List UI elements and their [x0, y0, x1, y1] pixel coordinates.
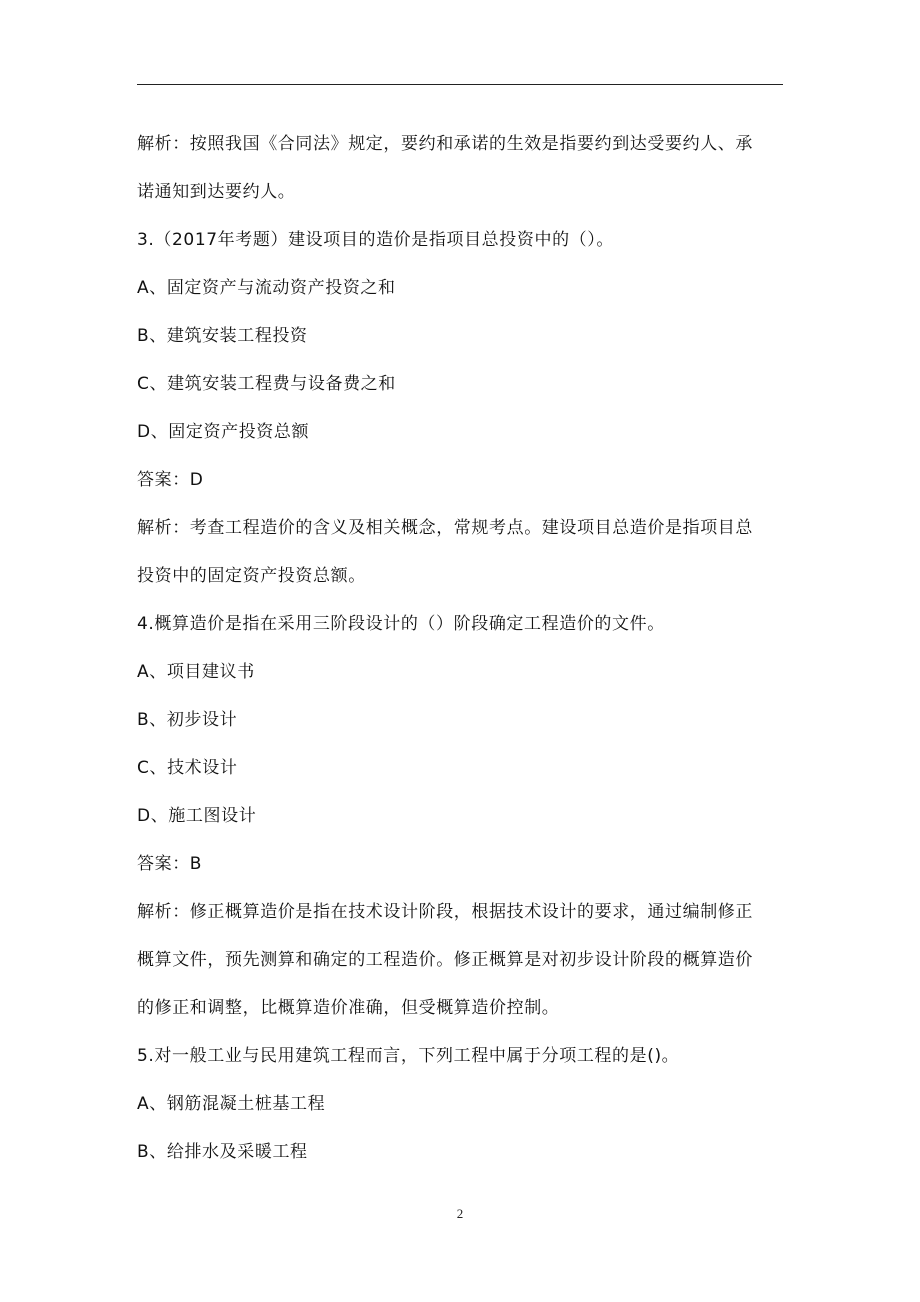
option-d: D、施工图设计: [137, 806, 257, 826]
analysis-line: 的修正和调整，比概算造价准确，但受概算造价控制。: [137, 998, 560, 1018]
answer-line: 答案：D: [137, 470, 204, 490]
option-c: C、建筑安装工程费与设备费之和: [137, 374, 396, 394]
page-number: 2: [456, 1206, 464, 1221]
analysis-line: 解析：考查工程造价的含义及相关概念，常规考点。建设项目总造价是指项目总: [137, 518, 753, 538]
question-3: 3.（2017年考题）建设项目的造价是指项目总投资中的（）。: [137, 230, 614, 250]
question-4: 4.概算造价是指在采用三阶段设计的（）阶段确定工程造价的文件。: [137, 614, 665, 634]
analysis-line: 解析：修正概算造价是指在技术设计阶段，根据技术设计的要求，通过编制修正: [137, 902, 753, 922]
option-b: B、建筑安装工程投资: [137, 326, 308, 346]
option-b: B、初步设计: [137, 710, 238, 730]
option-b: B、给排水及采暖工程: [137, 1142, 308, 1162]
header-rule: [137, 84, 783, 85]
option-a: A、钢筋混凝土桩基工程: [137, 1094, 326, 1114]
analysis-line: 概算文件，预先测算和确定的工程造价。修正概算是对初步设计阶段的概算造价: [137, 950, 753, 970]
document-body: [137, 120, 787, 1176]
analysis-line: 诺通知到达要约人。: [137, 182, 296, 202]
answer-line: 答案：B: [137, 854, 203, 874]
analysis-line: 投资中的固定资产投资总额。: [137, 566, 366, 586]
option-a: A、固定资产与流动资产投资之和: [137, 278, 396, 298]
option-a: A、项目建议书: [137, 662, 255, 682]
analysis-line: 解析：按照我国《合同法》规定，要约和承诺的生效是指要约到达受要约人、承: [137, 134, 753, 154]
question-5: 5.对一般工业与民用建筑工程而言，下列工程中属于分项工程的是()。: [137, 1046, 680, 1066]
option-c: C、技术设计: [137, 758, 238, 778]
option-d: D、固定资产投资总额: [137, 422, 310, 442]
